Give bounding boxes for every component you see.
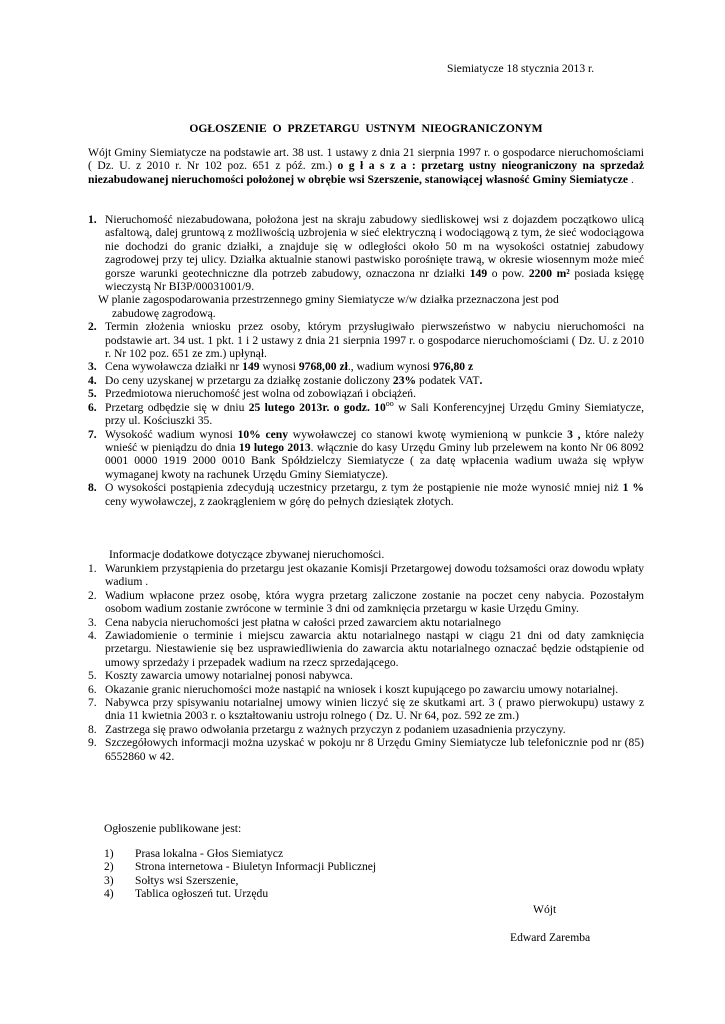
signature-role: Wójt	[533, 903, 557, 916]
point-reference: 3 ,	[567, 427, 581, 441]
item-text: które należy wnieść w pieniądzu do dnia	[105, 427, 644, 454]
item-text: ceny wywoławczej, z zaokrągleniem w górę do pełnych dziesiątek złotych.	[105, 494, 454, 508]
item-number: 2.	[88, 320, 97, 334]
item-number: 8.	[88, 481, 97, 495]
item-text: Koszty zawarcia umowy notarialnej ponosi nabywca.	[105, 669, 353, 683]
info-item	[88, 629, 644, 669]
item-number: 7.	[88, 427, 97, 441]
item-text: Wadium wpłacone przez osobę, która wygra przetarg zaliczone zostanie na poczet ceny nabycia. Pozostałym osobom wadium zostanie zwrócone w terminie 3 dni od zamknięcia przetargu w kasie Urzędu Gminy.	[105, 588, 644, 616]
zoning-note	[88, 293, 644, 320]
info-item	[88, 696, 644, 723]
item-text: Prasa lokalna - Głos Siemiatycz	[135, 847, 284, 860]
item-number: 7.	[88, 696, 97, 710]
item-text: Przedmiotowa nieruchomość jest wolna od zobowiązań i obciążeń.	[105, 387, 416, 401]
item-number: 1.	[88, 213, 97, 226]
item-text: Nabywca przy spisywaniu notarialnej umowy winien liczyć się ze skutkami art. 3 ( prawo pierwokupu) ustawy z dnia 11 kwietnia 2003 r. o kształtowaniu ustroju rolnego ( Dz. U. Nr 64, poz. 592 ze zm.)	[105, 696, 644, 723]
zoning-note-line: zabudowę zagrodową.	[112, 306, 216, 320]
item-text: Warunkiem przystąpienia do przetargu jest okazanie Komisji Przetargowej dowodu tożsamości oraz dowodu wpłaty wadium .	[105, 562, 644, 589]
item-text: Tablica ogłoszeń tut. Urzędu	[135, 887, 269, 901]
item-text: Przetarg odbędzie się w dniu	[105, 400, 245, 414]
item-number: 4.	[88, 629, 97, 643]
item-text: posiada księgę wieczystą Nr BI3P/00031001/9.	[105, 266, 644, 294]
published-item	[104, 887, 376, 900]
time-superscript: oo	[385, 398, 394, 408]
bid-increment: 1 %	[622, 481, 644, 495]
item-number: 4.	[88, 373, 97, 387]
item-number: 1)	[104, 847, 114, 860]
intro-text: Wójt Gminy Siemiatycze na podstawie art. 38 ust. 1 ustawy z dnia 21 sierpnia 1997 r. o gospodarce nieruchomościami ( Dz. U. z 2010 r. Nr 102 poz. 651 z póź. zm.)	[88, 146, 644, 173]
published-item	[104, 860, 376, 873]
item-number: 6.	[88, 400, 97, 414]
vat-rate: 23%	[392, 373, 417, 387]
item-end: .	[479, 373, 483, 387]
item-number: 1.	[88, 562, 97, 575]
plot-number: 149	[242, 360, 260, 374]
date-line: Siemiatycze 18 stycznia 2013 r.	[447, 62, 595, 75]
item-number: 9.	[88, 736, 97, 750]
published-list	[104, 847, 376, 901]
item-text: Wysokość wadium wynosi	[105, 427, 233, 441]
deposit-due-date: 19 lutego 2013	[238, 440, 311, 454]
item-text: Zawiadomienie o terminie i miejscu zawarcia aktu notarialnego nastąpi w ciągu 21 dni od daty zamknięcia przetargu. Niestawienie się bez usprawiedliwienia do zawarcia aktu notarialnego oznaczać będzie odstąpienie od umowy sprzedaży i przepadek wadium na rzecz sprzedającego.	[105, 629, 644, 669]
term-item-6	[88, 398, 645, 428]
signature-name: Edward Zaremba	[510, 931, 591, 944]
term-item-7	[88, 428, 644, 482]
published-item	[104, 847, 376, 860]
info-item	[88, 562, 644, 589]
term-item-2	[88, 320, 644, 360]
published-heading: Ogłoszenie publikowane jest:	[104, 822, 242, 835]
item-text: Do ceny uzyskanej w przetargu za działkę zostanie doliczony	[105, 373, 391, 387]
item-text: wynosi	[262, 360, 296, 374]
item-text: Sołtys wsi Szerszenie,	[135, 873, 239, 887]
item-number: 6.	[88, 682, 97, 696]
zoning-note-line: W planie zagospodarowania przestrzennego gminy Siemiatycze w/w działka przeznaczona jest pod	[98, 293, 559, 307]
plot-area: 2200 m²	[528, 266, 570, 280]
item-text: Okazanie granic nieruchomości może nastąpić na wniosek i koszt kupującego po zawarciu umowy notarialnej.	[105, 682, 619, 696]
term-item-1	[88, 213, 644, 293]
terms-list	[88, 213, 644, 508]
auction-date: 25 lutego 2013r. o godz. 10	[248, 400, 386, 414]
item-text: wywoławczej co stanowi kwotę wymienioną w punkcie	[292, 427, 563, 441]
info-heading: Informacje dodatkowe dotyczące zbywanej nieruchomości.	[109, 548, 385, 561]
item-text: w Sali Konferencyjnej Urzędu Gminy Siemiatycze, przy ul. Kościuszki 35.	[105, 400, 645, 428]
term-item-5	[88, 387, 644, 400]
item-number: 2.	[88, 588, 97, 602]
item-text: Nieruchomość niezabudowana, położona jest na skraju zabudowy siedliskowej wsi z dojazdem początkowo ulicą asfaltową, dalej gruntową z możliwością uzbrojenia w sieć elektryczną i wodociągową z tym, że sieć wodociągowa nie dochodzi do granic działki, a znajduje się w odległości około 50 m na wysokości ostatniej zabudowy zagrodowej przy tej ulicy. Działka aktualnie stanowi pastwisko porośnięte trawą, w okresie wiosennym może mieć gorsze warunki geotechniczne dla potrzeb zabudowy, oznaczona nr działki	[105, 213, 644, 280]
item-text: podatek VAT	[419, 373, 480, 387]
item-text: Termin złożenia wniosku przez osoby, którym przysługiwało pierwszeństwo w nabyciu nieruchomości na podstawie art. 34 ust. 1 pkt. 1 i 2 ustawy z dnia 21 sierpnia 1997 r. o gospodarce nieruchomościami ( Dz. U. z 2010 r. Nr 102 poz. 651 ze zm.) upłynął.	[105, 320, 644, 361]
item-number: 3.	[88, 615, 97, 629]
info-list	[88, 562, 644, 763]
item-text: Cena wywoławcza działki nr	[105, 360, 240, 374]
term-item-3	[88, 360, 644, 373]
item-number: 2)	[104, 860, 114, 874]
published-item	[104, 874, 376, 887]
info-item	[88, 683, 644, 696]
info-item	[88, 669, 644, 682]
item-number: 3)	[104, 873, 114, 887]
item-number: 8.	[88, 722, 97, 736]
item-number: 3.	[88, 360, 97, 374]
info-item	[88, 589, 644, 616]
item-text: o pow.	[491, 266, 525, 280]
intro-end: .	[630, 172, 634, 186]
item-number: 5.	[88, 387, 97, 401]
item-text: ., wadium wynosi	[347, 360, 431, 374]
plot-number: 149	[469, 266, 488, 280]
item-text: Zastrzega się prawo odwołania przetargu z ważnych przyczyn z podaniem uzasadnienia przyczyny.	[105, 722, 566, 736]
intro-announce: o g ł a s z a :	[337, 159, 416, 173]
item-text: Cena nabycia nieruchomości jest płatna w całości przed zawarciem aktu notarialnego	[105, 615, 501, 629]
deposit-amount: 976,80 z	[433, 360, 474, 374]
document-title: OGŁOSZENIE O PRZETARGU USTNYM NIEOGRANICZONYM	[189, 122, 543, 135]
item-text: O wysokości postąpienia zdecydują uczestnicy przetargu, z tym że postąpienie nie może wynosić mniej niż	[105, 481, 619, 495]
item-number: 5.	[88, 669, 97, 683]
info-item	[88, 723, 644, 736]
starting-price: 9768,00 zł	[298, 360, 348, 374]
item-text: Szczegółowych informacji można uzyskać w pokoju nr 8 Urzędu Gminy Siemiatycze lub telefonicznie pod nr (85) 6552860 w 42.	[105, 736, 644, 763]
item-number: 4)	[104, 887, 114, 901]
item-text: . włącznie do kasy Urzędu Gminy lub przelewem na konto Nr 06 8092 0001 0000 1919 2000 0010 Bank Spółdzielczy Siemiatycze ( za datę wpłacenia wadium uważa się wpływ wymaganej kwoty na rachunek Urzędu Gminy Siemiatycze).	[105, 440, 644, 481]
intro-paragraph	[88, 146, 644, 186]
item-text: Strona internetowa - Biuletyn Informacji Publicznej	[135, 860, 377, 874]
info-item	[88, 736, 644, 763]
deposit-percent: 10% ceny	[237, 427, 288, 441]
term-item-8	[88, 481, 644, 508]
term-item-4	[88, 374, 644, 387]
info-item	[88, 616, 644, 629]
intro-subject: przetarg ustny nieograniczony na sprzedaż niezabudowanej nieruchomości położonej w obrębie wsi Szerszenie, stanowiącej własność Gminy Siemiatycze	[88, 159, 645, 186]
